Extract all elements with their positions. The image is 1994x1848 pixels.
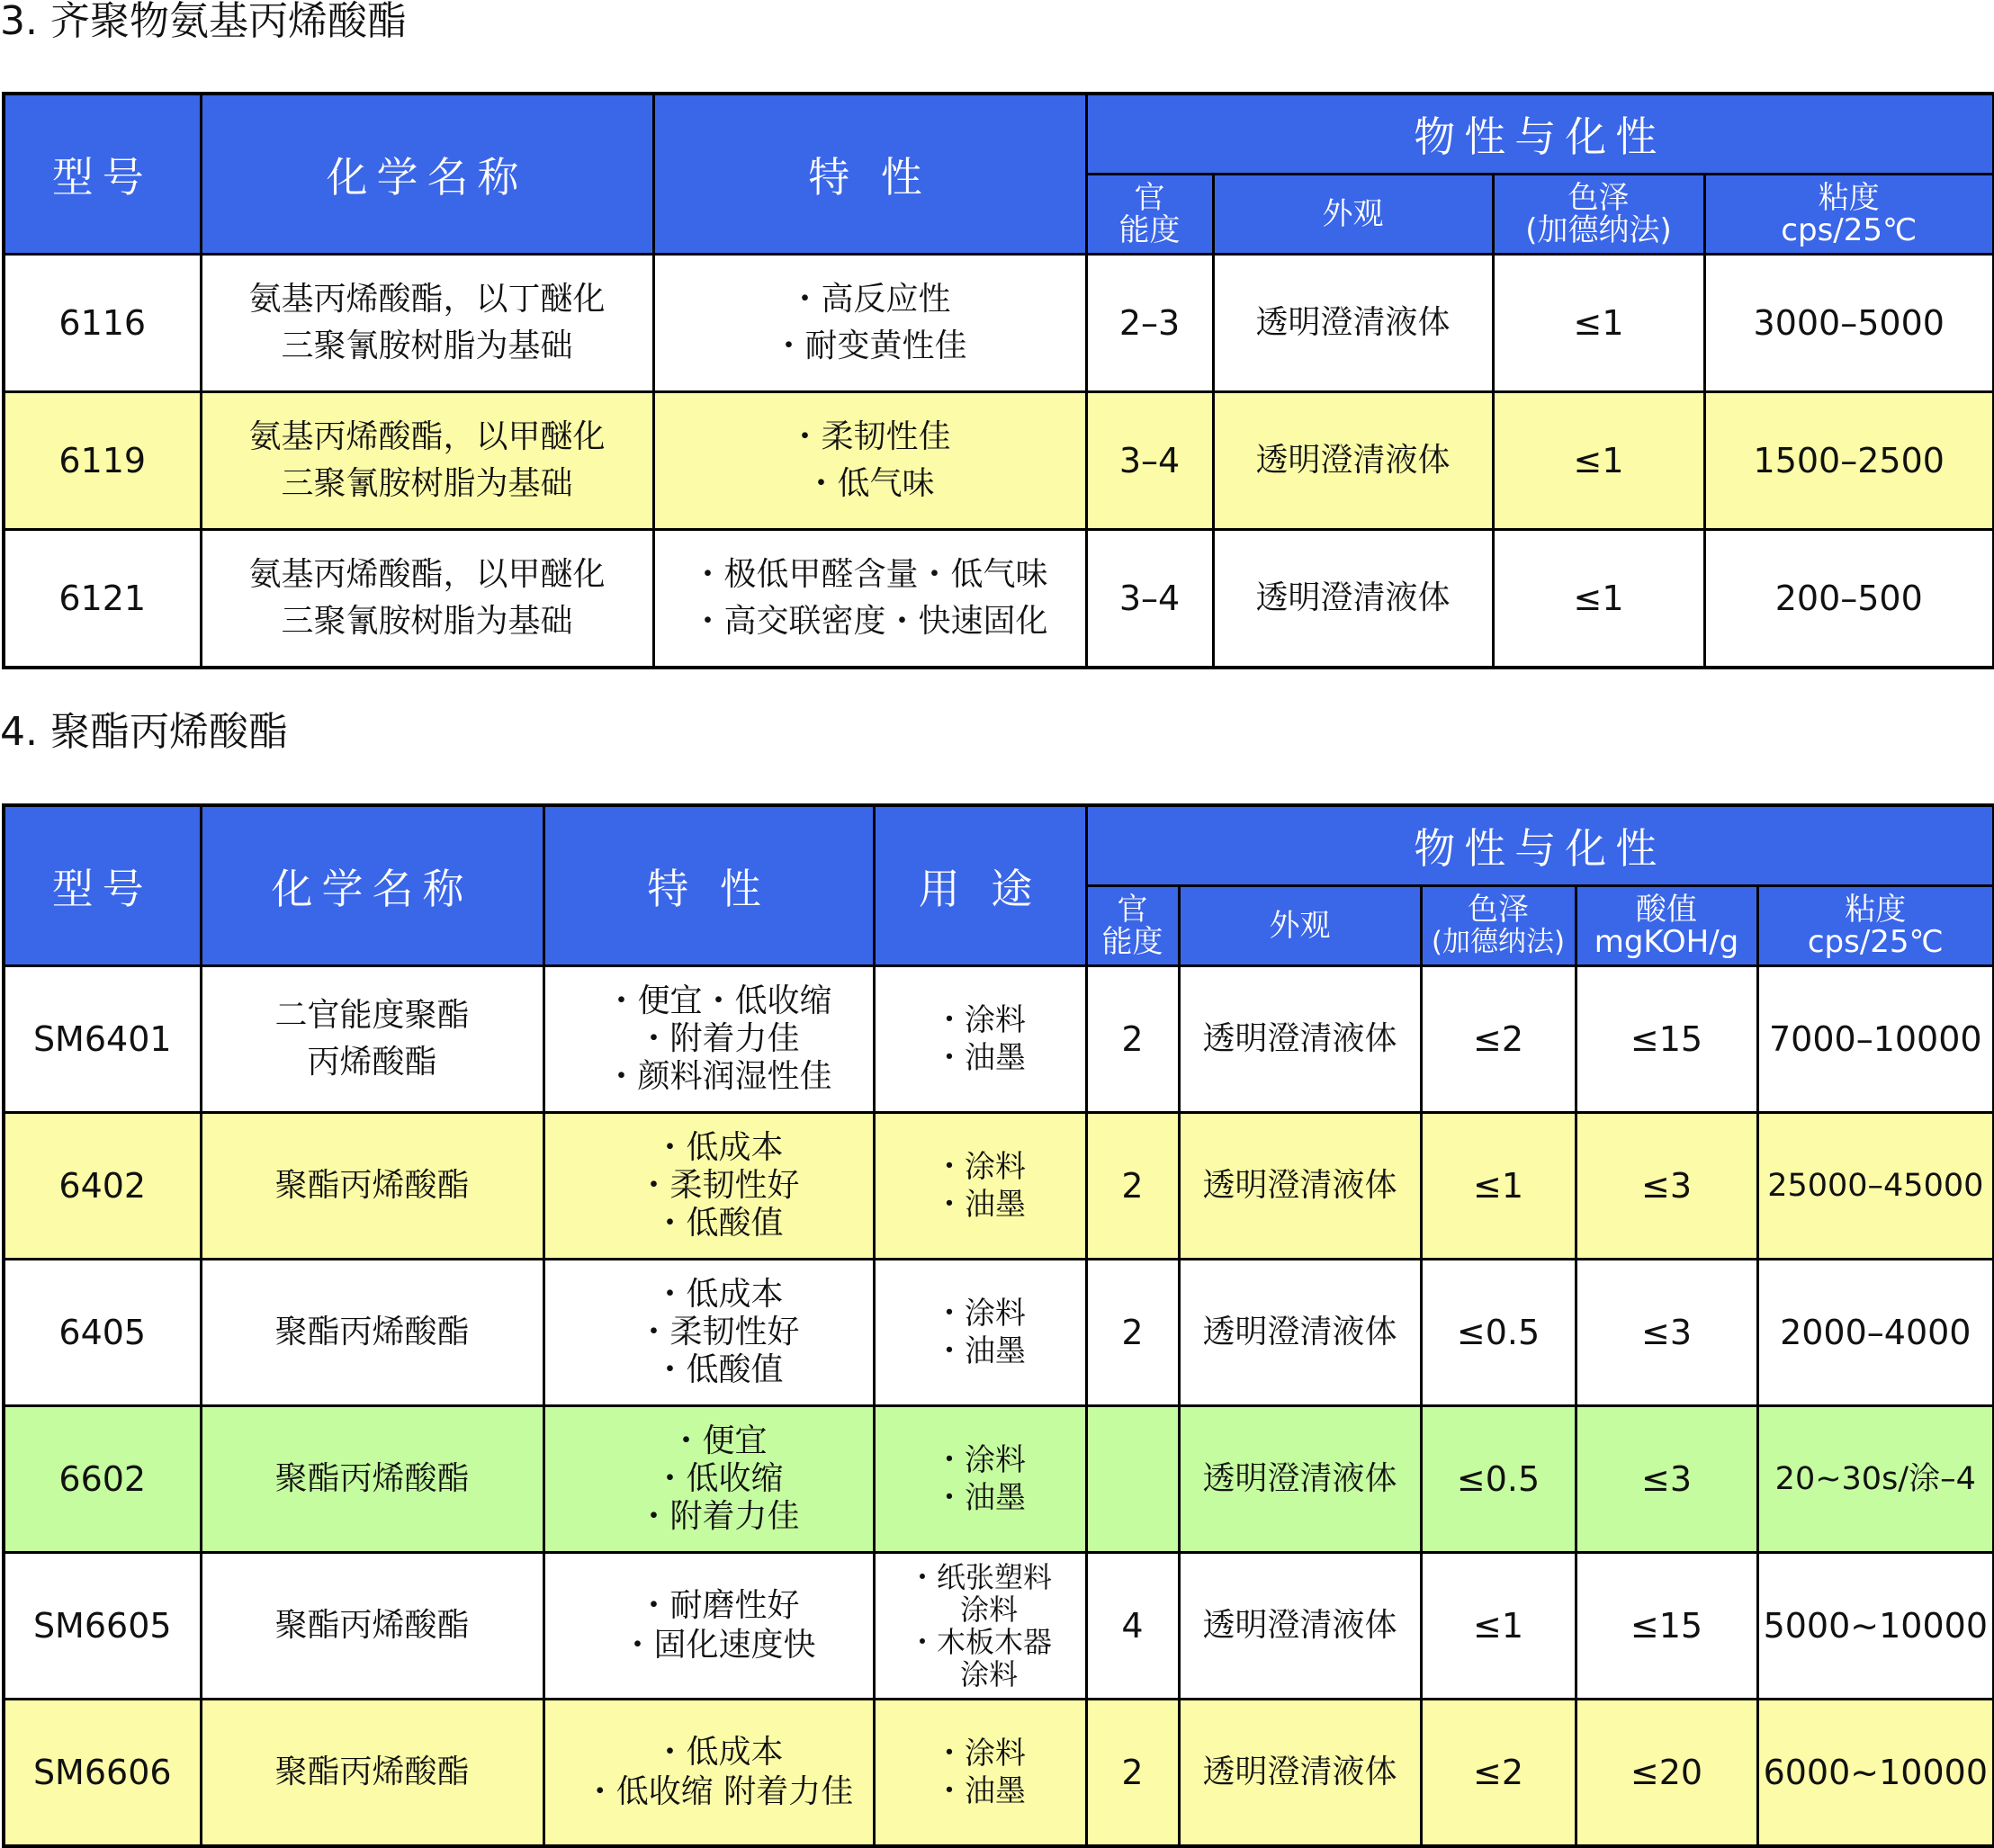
cell-viscosity: 5000~10000 [1757,1553,1994,1700]
usage-item: ・涂料 [934,1735,1026,1772]
chemical-name-line1: 氨基丙烯酸酯，以甲醚化 [248,418,606,455]
cell-model: SM6401 [4,966,201,1113]
header-viscosity [1757,886,1994,966]
chemical-name-line1: 二官能度聚酯 [274,997,470,1034]
chemical-name-line1: 氨基丙烯酸酯，以甲醚化 [248,555,606,593]
header-features: 特 性 [653,94,1086,255]
chemical-name-line2: 三聚氰胺树脂为基础 [281,327,573,364]
cell-functionality: 3–4 [1086,392,1213,530]
cell-viscosity: 1500–2500 [1704,392,1994,530]
cell-color: ≤1 [1493,392,1704,530]
header-color-line2: (加德纳法) [1525,212,1672,248]
cell-acid-value: ≤20 [1576,1700,1757,1846]
feature-item: ・低气味 [804,465,935,502]
chemical-name-line2: 三聚氰胺树脂为基础 [281,602,573,640]
cell-acid-value: ≤3 [1576,1406,1757,1553]
cell-chemical-name: 聚酯丙烯酸酯 [201,1700,543,1846]
cell-model: 6602 [4,1406,201,1553]
feature-item: ・低收缩 附着力佳 [583,1772,854,1810]
header-viscosity-line1: 粘度 [1845,892,1907,928]
header-functionality-line2: 能度 [1101,924,1163,960]
header-viscosity [1704,175,1994,255]
cell-model: SM6605 [4,1553,201,1700]
usage-item: ・油墨 [934,1480,1026,1516]
header-properties-group: 物性与化性 [1086,94,1994,175]
cell-acid-value: ≤15 [1576,1553,1757,1700]
table-row [4,1406,1994,1553]
cell-color: ≤0.5 [1421,1406,1576,1553]
feature-item: ・低成本 [653,1129,784,1166]
feature-item: ・便宜・低收缩 [605,982,832,1019]
header-features: 特 性 [543,805,874,966]
header-appearance: 外观 [1213,175,1493,255]
cell-usage [874,966,1086,1113]
cell-model: 6119 [4,392,201,530]
header-functionality [1086,886,1179,966]
cell-features [653,392,1086,530]
usage-item: 涂料 [941,1657,1019,1691]
table-row [4,966,1994,1113]
cell-appearance: 透明澄清液体 [1179,1260,1421,1406]
header-functionality-line2: 能度 [1118,212,1181,248]
cell-usage [874,1700,1086,1846]
cell-appearance: 透明澄清液体 [1179,966,1421,1113]
section-title-polyester-acrylate: 4. 聚酯丙烯酸酯 [0,709,288,755]
feature-item: ・便宜 [669,1422,768,1459]
cell-functionality: 2 [1086,1700,1179,1846]
cell-appearance: 透明澄清液体 [1179,1406,1421,1553]
cell-features [543,1700,874,1846]
polyester-acrylate-table [2,803,1994,1848]
cell-usage [874,1113,1086,1260]
chemical-name-line2: 丙烯酸酯 [307,1044,437,1081]
table-row [4,255,1994,392]
cell-viscosity: 6000~10000 [1757,1700,1994,1846]
usage-item: ・涂料 [934,1442,1026,1478]
cell-appearance: 透明澄清液体 [1179,1113,1421,1260]
feature-item: ・耐磨性好 [637,1587,800,1624]
cell-chemical-name: 聚酯丙烯酸酯 [201,1406,543,1553]
header-color-line2: (加德纳法) [1431,926,1566,958]
cell-functionality: 4 [1086,1553,1179,1700]
cell-color: ≤1 [1493,255,1704,392]
usage-item: ・油墨 [934,1772,1026,1809]
cell-viscosity: 7000–10000 [1757,966,1994,1113]
table-row [4,1700,1994,1846]
header-appearance: 外观 [1179,886,1421,966]
header-model: 型号 [4,805,201,966]
cell-functionality: 2–3 [1086,255,1213,392]
usage-item: ・油墨 [934,1187,1026,1223]
feature-item: ・柔韧性好 [637,1167,800,1204]
header-functionality [1086,175,1213,255]
table-row [4,1260,1994,1406]
feature-item: ・低酸值 [653,1351,784,1388]
feature-item: ・附着力佳 [637,1020,800,1057]
cell-features [543,1260,874,1406]
cell-chemical-name: 聚酯丙烯酸酯 [201,1553,543,1700]
table-row [4,530,1994,668]
cell-model: 6121 [4,530,201,668]
amino-acrylate-table [2,92,1994,669]
cell-viscosity: 200–500 [1704,530,1994,668]
feature-item: ・耐变黄性佳 [772,327,967,364]
cell-color: ≤1 [1421,1553,1576,1700]
header-color-line1: 色泽 [1567,180,1630,216]
header-chemical-name: 化学名称 [201,94,653,255]
cell-appearance: 透明澄清液体 [1213,392,1493,530]
section-title-amino-acrylate: 3. 齐聚物氨基丙烯酸酯 [0,0,407,44]
usage-item: ・纸张塑料 [907,1560,1052,1594]
usage-item: ・木板木器 [907,1625,1052,1659]
feature-item: ・低收缩 [653,1460,784,1497]
usage-item: 涂料 [941,1592,1019,1627]
chemical-name-line1: 氨基丙烯酸酯，以丁醚化 [248,281,606,318]
cell-model: 6405 [4,1260,201,1406]
cell-features [543,1113,874,1260]
cell-functionality: 2 [1086,1260,1179,1406]
cell-viscosity: 20~30s/涂–4 [1757,1406,1994,1553]
cell-model: 6116 [4,255,201,392]
feature-item: ・低酸值 [653,1205,784,1242]
header-chemical-name: 化学名称 [201,805,543,966]
cell-chemical-name [201,966,543,1113]
header-model: 型号 [4,94,201,255]
cell-chemical-name: 聚酯丙烯酸酯 [201,1260,543,1406]
cell-model: 6402 [4,1113,201,1260]
table-row [4,1553,1994,1700]
feature-item: ・固化速度快 [621,1627,816,1664]
cell-functionality [1086,1406,1179,1553]
usage-item: ・涂料 [934,1149,1026,1185]
cell-usage [874,1260,1086,1406]
cell-acid-value: ≤3 [1576,1113,1757,1260]
header-functionality-line1: 官 [1134,180,1165,216]
cell-color: ≤2 [1421,966,1576,1113]
header-viscosity-line2: cps/25℃ [1781,212,1918,248]
cell-appearance: 透明澄清液体 [1213,530,1493,668]
feature-item: ・柔韧性好 [637,1314,800,1350]
feature-item: ・柔韧性佳 [788,418,951,455]
cell-chemical-name: 聚酯丙烯酸酯 [201,1113,543,1260]
usage-item: ・涂料 [934,1296,1026,1332]
feature-item: ・极低甲醛含量・低气味 [691,555,1048,593]
feature-item: ・低成本 [653,1733,784,1771]
cell-color: ≤1 [1421,1113,1576,1260]
table-row [4,1113,1994,1260]
cell-features [543,1553,874,1700]
usage-item: ・涂料 [934,1002,1026,1038]
cell-chemical-name [201,530,653,668]
header-color [1493,175,1704,255]
header-usage: 用 途 [874,805,1086,966]
cell-appearance: 透明澄清液体 [1179,1700,1421,1846]
cell-color: ≤1 [1493,530,1704,668]
cell-color: ≤2 [1421,1700,1576,1846]
cell-appearance: 透明澄清液体 [1213,255,1493,392]
usage-item: ・油墨 [934,1040,1026,1076]
cell-chemical-name [201,392,653,530]
header-acid-line2: mgKOH/g [1594,924,1739,960]
cell-chemical-name [201,255,653,392]
cell-features [653,530,1086,668]
cell-viscosity: 25000–45000 [1757,1113,1994,1260]
header-functionality-line1: 官 [1117,892,1148,928]
cell-color: ≤0.5 [1421,1260,1576,1406]
chemical-name-line2: 三聚氰胺树脂为基础 [281,465,573,502]
header-acid-line1: 酸值 [1636,892,1697,928]
header-viscosity-line1: 粘度 [1818,180,1880,216]
feature-item: ・低成本 [653,1276,784,1313]
cell-features [543,966,874,1113]
header-acid-value [1576,886,1757,966]
cell-functionality: 2 [1086,966,1179,1113]
cell-features [653,255,1086,392]
cell-acid-value: ≤3 [1576,1260,1757,1406]
cell-usage [874,1406,1086,1553]
cell-appearance: 透明澄清液体 [1179,1553,1421,1700]
table-row [4,392,1994,530]
feature-item: ・高反应性 [788,281,951,318]
cell-viscosity: 3000–5000 [1704,255,1994,392]
usage-item: ・油墨 [934,1333,1026,1369]
feature-item: ・附着力佳 [637,1498,800,1535]
cell-functionality: 3–4 [1086,530,1213,668]
header-viscosity-line2: cps/25℃ [1807,924,1944,960]
feature-item: ・颜料润湿性佳 [605,1058,832,1095]
cell-model: SM6606 [4,1700,201,1846]
cell-features [543,1406,874,1553]
header-color [1421,886,1576,966]
cell-acid-value: ≤15 [1576,966,1757,1113]
cell-viscosity: 2000–4000 [1757,1260,1994,1406]
feature-item: ・高交联密度・快速固化 [691,602,1048,640]
header-properties-group: 物性与化性 [1086,805,1994,886]
cell-functionality: 2 [1086,1113,1179,1260]
cell-usage [874,1553,1086,1700]
header-color-line1: 色泽 [1468,892,1529,928]
